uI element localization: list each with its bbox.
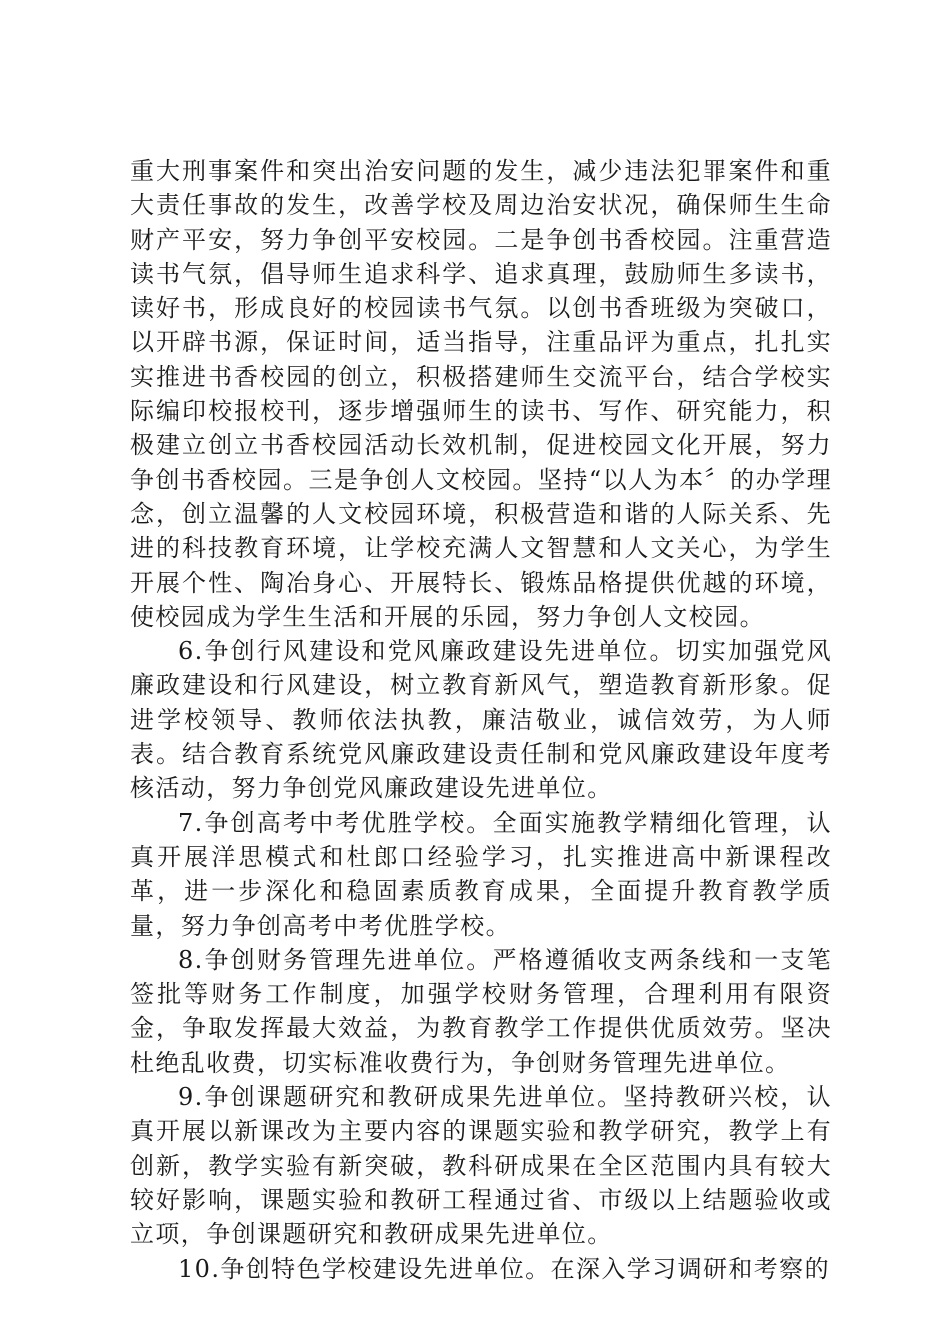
- paragraph-item-7: 7.争创高考中考优胜学校。全面实施教学精细化管理，认真开展洋思模式和杜郎口经验学习，扎实推进高中新课程改革，进一步深化和稳固素质教育成果，全面提升教育教学质量，努力争创高考中考优胜学校。: [130, 808, 832, 940]
- document-page: [130, 154, 832, 1286]
- paragraph-item-8: 8.争创财务管理先进单位。严格遵循收支两条线和一支笔签批等财务工作制度，加强学校财务管理，合理利用有限资金，争取发挥最大效益，为教育教学工作提供优质效劳。坚决杜绝乱收费，切实标准收费行为，争创财务管理先进单位。: [130, 945, 832, 1077]
- paragraph-item-9: 9.争创课题研究和教研成果先进单位。坚持教研兴校，认真开展以新课改为主要内容的课题实验和教学研究，教学上有创新，教学实验有新突破，教科研成果在全区范围内具有较大较好影响，课题实验和教研工程通过省、市级以上结题验收或立项，争创课题研究和教研成果先进单位。: [130, 1083, 832, 1249]
- paragraph-safe-campus-continued: 重大刑事案件和突出治安问题的发生，减少违法犯罪案件和重大责任事故的发生，改善学校及周边治安状况，确保师生生命财产平安，努力争创平安校园。二是争创书香校园。注重营造读书气氛，倡导师生追求科学、追求真理，鼓励师生多读书，读好书，形成良好的校园读书气氛。以创书香班级为突破口，以开辟书源，保证时间，适当指导，注重品评为重点，扎扎实实推进书香校园的创立，积极搭建师生交流平台，结合学校实际编印校报校刊，逐步增强师生的读书、写作、研究能力，积极建立创立书香校园活动长效机制，促进校园文化开展，努力争创书香校园。三是争创人文校园。坚持“以人为本〞的办学理念，创立温馨的人文校园环境，积极营造和谐的人际关系、先进的科技教育环境，让学校充满人文智慧和人文关心，为学生开展个性、陶冶身心、开展特长、锻炼品格提供优越的环境，使校园成为学生生活和开展的乐园，努力争创人文校园。: [130, 157, 832, 631]
- paragraph-item-6: 6.争创行风建设和党风廉政建设先进单位。切实加强党风廉政建设和行风建设，树立教育新风气，塑造教育新形象。促进学校领导、教师依法执教，廉洁敬业，诚信效劳，为人师表。结合教育系统党风廉政建设责任制和党风廉政建设年度考核活动，努力争创党风廉政建设先进单位。: [130, 637, 832, 803]
- paragraph-item-10: 10.争创特色学校建设先进单位。在深入学习调研和考察的: [178, 1254, 830, 1283]
